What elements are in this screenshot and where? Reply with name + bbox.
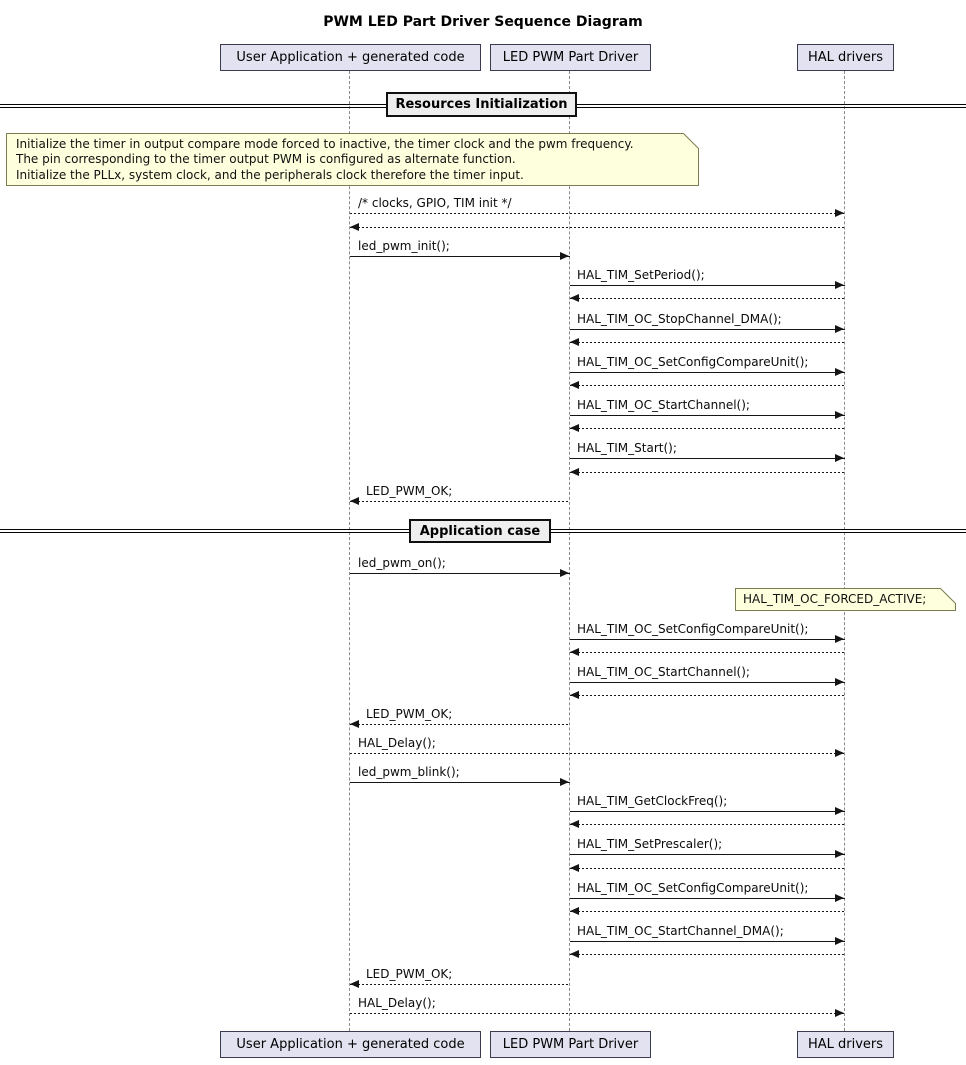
- msg-16-label: HAL_TIM_OC_SetConfigCompareUnit();: [577, 881, 809, 895]
- msg-17-return-line: [570, 954, 845, 955]
- msg-14-return-line: [570, 824, 845, 825]
- msg-17-arrowhead: [835, 937, 844, 945]
- msg-1-line: [350, 256, 570, 257]
- msg-13-label: led_pwm_blink();: [358, 765, 460, 779]
- msg-16-return-arrowhead: [570, 907, 579, 915]
- msg-8-line: [350, 573, 570, 574]
- msg-16-return-line: [570, 911, 845, 912]
- msg-14-label: HAL_TIM_GetClockFreq();: [577, 794, 728, 808]
- msg-7-line: [350, 501, 570, 502]
- msg-10-label: HAL_TIM_OC_StartChannel();: [577, 665, 750, 679]
- msg-15-arrowhead: [835, 850, 844, 858]
- msg-5-return-arrowhead: [570, 424, 579, 432]
- msg-4-line: [570, 372, 845, 373]
- msg-9-arrowhead: [835, 635, 844, 643]
- msg-16-line: [570, 898, 845, 899]
- msg-7-arrowhead: [350, 497, 359, 505]
- msg-2-return-line: [570, 298, 845, 299]
- msg-19-label: HAL_Delay();: [358, 996, 436, 1010]
- lifeline-user-app: [349, 71, 350, 1031]
- msg-3-line: [570, 329, 845, 330]
- msg-0-return-line: [350, 227, 845, 228]
- msg-4-label: HAL_TIM_OC_SetConfigCompareUnit();: [577, 355, 809, 369]
- msg-9-label: HAL_TIM_OC_SetConfigCompareUnit();: [577, 622, 809, 636]
- msg-18-arrowhead: [350, 980, 359, 988]
- msg-11-label: LED_PWM_OK;: [366, 707, 453, 721]
- msg-3-return-arrowhead: [570, 338, 579, 346]
- msg-13-arrowhead: [560, 778, 569, 786]
- participant-bottom-user-app: User Application + generated code: [220, 1031, 481, 1058]
- msg-3-arrowhead: [835, 325, 844, 333]
- msg-14-line: [570, 811, 845, 812]
- diagram-title: PWM LED Part Driver Sequence Diagram: [323, 14, 643, 30]
- msg-0-line: [350, 213, 845, 214]
- participant-top-user-app: User Application + generated code: [220, 44, 481, 71]
- msg-6-return-line: [570, 472, 845, 473]
- note-line: The pin corresponding to the timer output PWM is configured as alternate function.: [16, 152, 516, 167]
- msg-15-line: [570, 854, 845, 855]
- msg-6-return-arrowhead: [570, 468, 579, 476]
- msg-17-return-arrowhead: [570, 950, 579, 958]
- msg-19-line: [350, 1013, 845, 1014]
- msg-2-arrowhead: [835, 281, 844, 289]
- msg-2-return-arrowhead: [570, 294, 579, 302]
- msg-18-line: [350, 984, 570, 985]
- msg-5-label: HAL_TIM_OC_StartChannel();: [577, 398, 750, 412]
- msg-12-arrowhead: [835, 749, 844, 757]
- msg-13-line: [350, 782, 570, 783]
- msg-3-return-line: [570, 342, 845, 343]
- participant-bottom-led-pwm-driver: LED PWM Part Driver: [490, 1031, 651, 1058]
- msg-2-label: HAL_TIM_SetPeriod();: [577, 268, 705, 282]
- msg-0-return-arrowhead: [350, 223, 359, 231]
- msg-2-line: [570, 285, 845, 286]
- msg-5-return-line: [570, 428, 845, 429]
- divider-resources-initialization: Resources Initialization: [386, 92, 577, 117]
- msg-1-label: led_pwm_init();: [358, 239, 450, 253]
- msg-0-label: /* clocks, GPIO, TIM init */: [358, 196, 512, 210]
- msg-16-arrowhead: [835, 894, 844, 902]
- msg-9-return-line: [570, 652, 845, 653]
- msg-4-return-arrowhead: [570, 381, 579, 389]
- msg-7-label: LED_PWM_OK;: [366, 484, 453, 498]
- participant-top-hal-drivers: HAL drivers: [797, 44, 894, 71]
- note-forced-active: [735, 588, 956, 611]
- msg-17-line: [570, 941, 845, 942]
- msg-15-label: HAL_TIM_SetPrescaler();: [577, 837, 723, 851]
- msg-11-line: [350, 724, 570, 725]
- msg-6-line: [570, 458, 845, 459]
- msg-18-label: LED_PWM_OK;: [366, 967, 453, 981]
- msg-19-arrowhead: [835, 1009, 844, 1017]
- msg-10-return-line: [570, 695, 845, 696]
- note-initialization: [6, 133, 699, 186]
- msg-6-label: HAL_TIM_Start();: [577, 441, 677, 455]
- msg-15-return-line: [570, 868, 845, 869]
- msg-9-return-arrowhead: [570, 648, 579, 656]
- msg-3-label: HAL_TIM_OC_StopChannel_DMA();: [577, 312, 782, 326]
- msg-15-return-arrowhead: [570, 864, 579, 872]
- lifeline-led-pwm-driver: [569, 71, 570, 1031]
- msg-5-arrowhead: [835, 411, 844, 419]
- msg-14-arrowhead: [835, 807, 844, 815]
- msg-1-arrowhead: [560, 252, 569, 260]
- msg-17-label: HAL_TIM_OC_StartChannel_DMA();: [577, 924, 784, 938]
- msg-8-arrowhead: [560, 569, 569, 577]
- msg-6-arrowhead: [835, 454, 844, 462]
- participant-top-led-pwm-driver: LED PWM Part Driver: [490, 44, 651, 71]
- note-line: HAL_TIM_OC_FORCED_ACTIVE;: [743, 592, 927, 606]
- note-fold-icon: [940, 588, 956, 604]
- msg-10-arrowhead: [835, 678, 844, 686]
- msg-10-return-arrowhead: [570, 691, 579, 699]
- msg-4-return-line: [570, 385, 845, 386]
- msg-0-arrowhead: [835, 209, 844, 217]
- msg-11-arrowhead: [350, 720, 359, 728]
- participant-bottom-hal-drivers: HAL drivers: [797, 1031, 894, 1058]
- divider-application-case: Application case: [409, 519, 551, 543]
- msg-12-label: HAL_Delay();: [358, 736, 436, 750]
- msg-14-return-arrowhead: [570, 820, 579, 828]
- msg-5-line: [570, 415, 845, 416]
- msg-8-label: led_pwm_on();: [358, 556, 446, 570]
- msg-12-line: [350, 753, 845, 754]
- note-fold-icon: [683, 133, 699, 149]
- note-line: Initialize the timer in output compare mode forced to inactive, the timer clock and the pwm frequency.: [16, 137, 634, 151]
- note-line: Initialize the PLLx, system clock, and the peripherals clock therefore the timer input.: [16, 167, 524, 182]
- lifeline-hal-drivers: [844, 71, 845, 1031]
- msg-4-arrowhead: [835, 368, 844, 376]
- msg-9-line: [570, 639, 845, 640]
- msg-10-line: [570, 682, 845, 683]
